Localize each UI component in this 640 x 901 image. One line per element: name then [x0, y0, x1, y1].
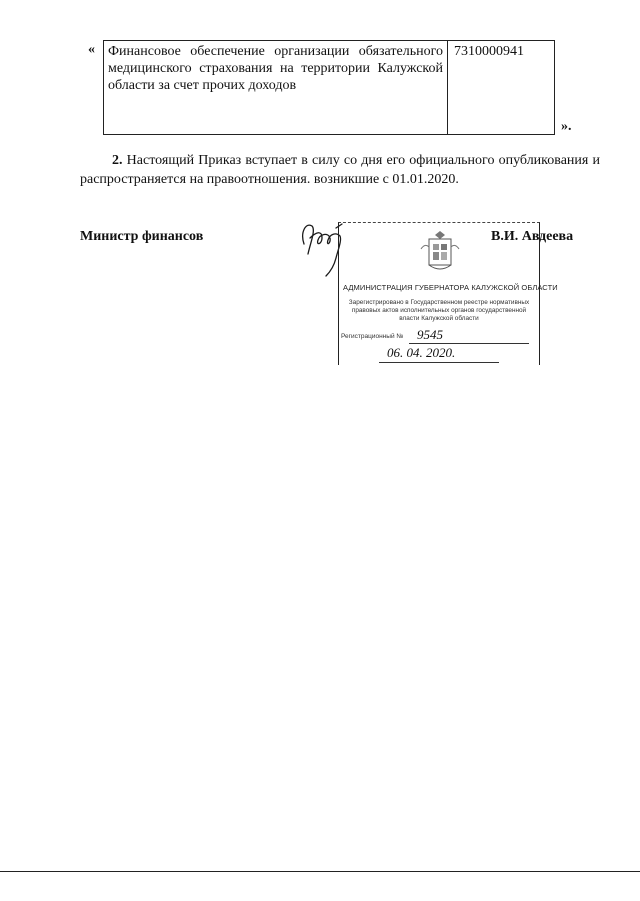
- stamp-reg-line: [409, 343, 529, 344]
- stamp-text: Зарегистрировано в Государственном реестре нормативных правовых актов исполнительных органов государственной власти Калужской области: [348, 299, 530, 322]
- table-row: [104, 41, 555, 135]
- registration-stamp: [338, 222, 558, 365]
- signatory-name: В.И. Авдеева: [491, 229, 574, 244]
- signatory-position: Министр финансов: [80, 229, 204, 244]
- stamp-title: АДМИНИСТРАЦИЯ ГУБЕРНАТОРА КАЛУЖСКОЙ ОБЛАСТИ: [343, 283, 558, 292]
- paragraph-text: Настоящий Приказ вступает в силу со дня его официального опубликования и распространяется на правоотношения. возникшие с 01.01.2020.: [80, 153, 600, 187]
- bottom-divider: [0, 871, 640, 872]
- stamp-reg-label: Регистрационный №: [341, 333, 404, 340]
- paragraph-2: [80, 151, 600, 189]
- open-quote: «: [88, 42, 95, 57]
- stamp-reg-number: 9545: [417, 327, 443, 342]
- close-quote: ».: [561, 119, 572, 134]
- table-cell-description: Финансовое обеспечение организации обязательного медицинского страхования на территории Калужской области за счет прочих доходов: [104, 41, 448, 135]
- budget-table: [103, 40, 555, 135]
- stamp-date: 06. 04. 2020.: [387, 345, 456, 360]
- stamp-date-line: [379, 362, 499, 363]
- paragraph-number: 2.: [112, 153, 123, 168]
- coat-of-arms-icon: [417, 229, 463, 277]
- table-cell-code: 7310000941: [448, 41, 555, 135]
